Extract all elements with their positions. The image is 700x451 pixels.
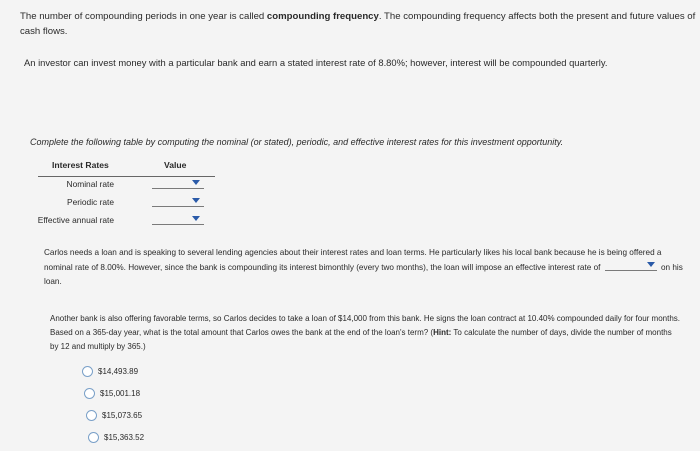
another-bank-text: Another bank is also offering favorable terms, so Carlos decides to take a loan of $14,000 from this bank. He signs the loan contract at 10.40% compounded daily for four months. Based on a 365-day year, what is the total amount that Carlos owes the bank at the end of the loan's term? ( xyxy=(50,314,680,337)
answer-option-4[interactable] xyxy=(88,432,144,443)
chevron-down-icon xyxy=(192,216,200,221)
investor-paragraph: An investor can invest money with a particular bank and earn a stated interest rate of 8.80%; however, interest will be compounded quarterly. xyxy=(24,57,608,68)
effective-rate-inline-dropdown[interactable] xyxy=(605,261,657,271)
another-bank-paragraph xyxy=(50,312,680,354)
row-label-effective-annual-rate: Effective annual rate xyxy=(37,215,114,225)
radio-button-icon[interactable] xyxy=(84,388,95,399)
option-label: $14,493.89 xyxy=(98,367,139,376)
table-instruction: Complete the following table by computing the nominal (or stated), periodic, and effective interest rates for this investment opportunity. xyxy=(30,137,564,147)
hint-label: Hint: xyxy=(433,328,452,337)
row-label-nominal-rate: Nominal rate xyxy=(66,179,114,189)
interest-rates-table xyxy=(38,158,218,228)
answer-option-3[interactable] xyxy=(86,410,142,421)
radio-button-icon[interactable] xyxy=(82,366,93,377)
hint-text: To calculate the number of days, divide the number of months by 12 and multiply by 365.) xyxy=(50,328,672,351)
effective-annual-rate-dropdown[interactable] xyxy=(152,214,204,225)
row-label-periodic-rate: Periodic rate xyxy=(66,197,114,207)
intro-term: compounding frequency xyxy=(266,11,379,22)
chevron-down-icon xyxy=(647,262,655,267)
option-label: $15,001.18 xyxy=(100,389,141,398)
option-label: $15,363.52 xyxy=(104,433,145,442)
carlos-paragraph xyxy=(44,246,684,290)
carlos-text-2: on his loan. xyxy=(44,262,683,286)
option-label: $15,073.65 xyxy=(102,411,143,420)
chevron-down-icon xyxy=(192,198,200,203)
intro-text-2: . The compounding frequency affects both the present and future values of cash flows. xyxy=(20,11,696,37)
nominal-rate-dropdown[interactable] xyxy=(152,178,204,189)
intro-paragraph xyxy=(20,9,698,39)
answer-option-1[interactable] xyxy=(82,366,138,377)
intro-text-1: The number of compounding periods in one year is called xyxy=(20,11,267,22)
radio-button-icon[interactable] xyxy=(88,432,99,443)
answer-option-2[interactable] xyxy=(84,388,140,399)
chevron-down-icon xyxy=(192,180,200,185)
periodic-rate-dropdown[interactable] xyxy=(152,196,204,207)
column-header-interest-rates: Interest Rates xyxy=(52,160,109,170)
radio-button-icon[interactable] xyxy=(86,410,97,421)
column-header-value: Value xyxy=(164,160,187,170)
carlos-text-1: Carlos needs a loan and is speaking to several lending agencies about their interest rates and loan terms. He particularly likes his local bank because he is being offered a nominal rate of 8.00%. However, since the bank is compounding its interest bimonthly (every two months), the loan will impose an effective interest rate of xyxy=(44,248,662,272)
header-divider xyxy=(38,176,215,177)
